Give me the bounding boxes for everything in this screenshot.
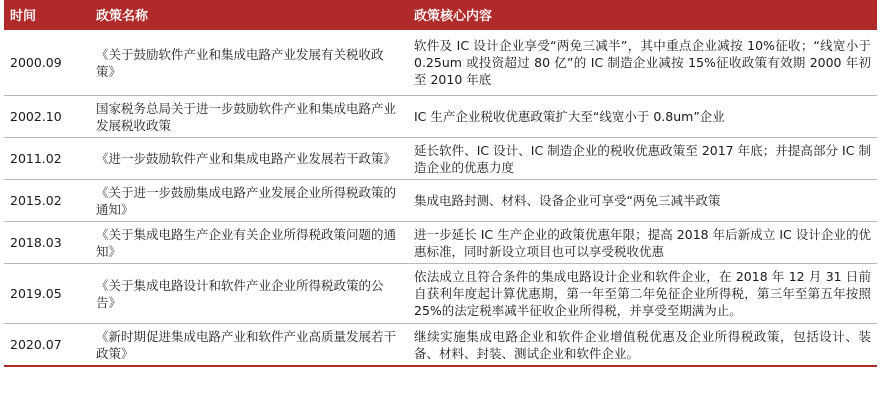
row-date: 2018.03 <box>4 222 90 264</box>
header-policy-content: 政策核心内容 <box>408 0 877 29</box>
row-date: 2011.02 <box>4 138 90 180</box>
row-policy-name: 《新时期促进集成电路产业和软件产业高质量发展若干政策》 <box>90 324 408 367</box>
row-policy-content: 集成电路封测、材料、设备企业可享受“两免三减半政策 <box>408 180 877 222</box>
table-row <box>4 138 877 180</box>
row-policy-name: 国家税务总局关于进一步鼓励软件产业和集成电路产业发展税收政策 <box>90 96 408 138</box>
row-policy-content: 依法成立且符合条件的集成电路设计企业和软件企业，在 2018 年 12 月 31 日前自获利年度起计算优惠期，第一年至第二年免征企业所得税，第三年至第五年按照 25%的法定税率减半征收企业所得税，并享受至期满为止。 <box>408 264 877 324</box>
table-row <box>4 29 877 96</box>
row-policy-content: 软件及 IC 设计企业享受“两免三减半”，其中重点企业减按 10%征收；“线宽小于 0.25um 或投资超过 80 亿”的 IC 制造企业减按 15%征收政策有效期 2000 年初至 2010 年底 <box>408 29 877 96</box>
row-policy-content: 继续实施集成电路企业和软件企业增值税优惠及企业所得税政策，包括设计、装备、材料、封装、测试企业和软件企业。 <box>408 324 877 367</box>
row-policy-content: 进一步延长 IC 生产企业的政策优惠年限；提高 2018 年后新成立 IC 设计企业的优惠标准，同时新设立项目也可以享受税收优惠 <box>408 222 877 264</box>
row-date: 2020.07 <box>4 324 90 367</box>
header-time: 时间 <box>4 0 90 29</box>
row-date: 2015.02 <box>4 180 90 222</box>
table-row <box>4 324 877 367</box>
table-row <box>4 180 877 222</box>
row-policy-name: 《关于进一步鼓励集成电路产业发展企业所得税政策的通知》 <box>90 180 408 222</box>
row-date: 2000.09 <box>4 29 90 96</box>
table-row <box>4 222 877 264</box>
row-policy-name: 《关于集成电路设计和软件产业企业所得税政策的公告》 <box>90 264 408 324</box>
policy-table <box>4 0 877 367</box>
row-policy-content: 延长软件、IC 设计、IC 制造企业的税收优惠政策至 2017 年底；并提高部分 IC 制造企业的优惠力度 <box>408 138 877 180</box>
row-policy-name: 《进一步鼓励软件产业和集成电路产业发展若干政策》 <box>90 138 408 180</box>
table-header-row <box>4 0 877 29</box>
header-policy-name: 政策名称 <box>90 0 408 29</box>
row-policy-name: 《关于集成电路生产企业有关企业所得税政策问题的通知》 <box>90 222 408 264</box>
table-row <box>4 264 877 324</box>
row-policy-content: IC 生产企业税收优惠政策扩大至“线宽小于 0.8um”企业 <box>408 96 877 138</box>
table-row <box>4 96 877 138</box>
row-date: 2002.10 <box>4 96 90 138</box>
row-date: 2019.05 <box>4 264 90 324</box>
row-policy-name: 《关于鼓励软件产业和集成电路产业发展有关税收政策》 <box>90 29 408 96</box>
